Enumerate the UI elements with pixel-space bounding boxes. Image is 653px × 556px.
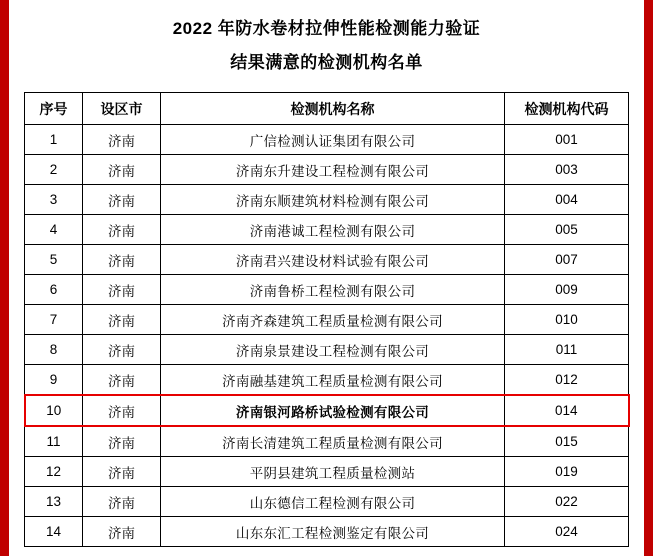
cell-institution-name: 平阴县建筑工程质量检测站 bbox=[161, 457, 505, 487]
cell-institution-code: 009 bbox=[505, 275, 629, 305]
cell-institution-code: 003 bbox=[505, 155, 629, 185]
title-line-1: 2022 年防水卷材拉伸性能检测能力验证 bbox=[172, 19, 481, 38]
cell-city: 济南 bbox=[83, 215, 161, 245]
column-header-name: 检测机构名称 bbox=[161, 93, 505, 125]
document-content bbox=[9, 0, 644, 556]
cell-city: 济南 bbox=[83, 155, 161, 185]
table-row bbox=[25, 457, 629, 487]
title-line-2: 结果满意的检测机构名单 bbox=[230, 53, 423, 72]
table-header-row bbox=[25, 93, 629, 125]
cell-seq: 8 bbox=[25, 335, 83, 365]
cell-seq: 6 bbox=[25, 275, 83, 305]
cell-institution-code: 001 bbox=[505, 125, 629, 155]
cell-institution-code: 004 bbox=[505, 185, 629, 215]
cell-institution-name: 济南齐森建筑工程质量检测有限公司 bbox=[161, 305, 505, 335]
cell-institution-name: 济南泉景建设工程检测有限公司 bbox=[161, 335, 505, 365]
cell-institution-code: 014 bbox=[505, 395, 629, 426]
table-row bbox=[25, 155, 629, 185]
cell-city: 济南 bbox=[83, 457, 161, 487]
table-row bbox=[25, 245, 629, 275]
column-header-seq: 序号 bbox=[25, 93, 83, 125]
cell-institution-code: 024 bbox=[505, 517, 629, 547]
table-row bbox=[25, 426, 629, 457]
cell-institution-name: 山东东汇工程检测鉴定有限公司 bbox=[161, 517, 505, 547]
cell-seq: 12 bbox=[25, 457, 83, 487]
table-row bbox=[25, 275, 629, 305]
cell-seq: 5 bbox=[25, 245, 83, 275]
institution-table bbox=[24, 92, 630, 547]
cell-seq: 7 bbox=[25, 305, 83, 335]
column-header-city: 设区市 bbox=[83, 93, 161, 125]
cell-seq: 11 bbox=[25, 426, 83, 457]
right-accent-bar bbox=[644, 0, 653, 556]
cell-city: 济南 bbox=[83, 335, 161, 365]
table-row bbox=[25, 365, 629, 396]
cell-seq: 9 bbox=[25, 365, 83, 396]
cell-institution-name: 济南银河路桥试验检测有限公司 bbox=[161, 395, 505, 426]
cell-institution-name: 山东德信工程检测有限公司 bbox=[161, 487, 505, 517]
cell-institution-code: 007 bbox=[505, 245, 629, 275]
cell-seq: 3 bbox=[25, 185, 83, 215]
cell-seq: 14 bbox=[25, 517, 83, 547]
cell-institution-code: 005 bbox=[505, 215, 629, 245]
table-header bbox=[25, 93, 629, 125]
cell-city: 济南 bbox=[83, 245, 161, 275]
cell-city: 济南 bbox=[83, 487, 161, 517]
table-row bbox=[25, 335, 629, 365]
cell-seq: 1 bbox=[25, 125, 83, 155]
table-row bbox=[25, 185, 629, 215]
table-row bbox=[25, 395, 629, 426]
table-row bbox=[25, 215, 629, 245]
cell-institution-code: 022 bbox=[505, 487, 629, 517]
cell-city: 济南 bbox=[83, 275, 161, 305]
cell-city: 济南 bbox=[83, 517, 161, 547]
cell-institution-code: 011 bbox=[505, 335, 629, 365]
table-row bbox=[25, 305, 629, 335]
cell-institution-name: 济南东升建设工程检测有限公司 bbox=[161, 155, 505, 185]
cell-institution-name: 广信检测认证集团有限公司 bbox=[161, 125, 505, 155]
cell-city: 济南 bbox=[83, 365, 161, 396]
cell-institution-name: 济南长清建筑工程质量检测有限公司 bbox=[161, 426, 505, 457]
cell-city: 济南 bbox=[83, 185, 161, 215]
table-row bbox=[25, 487, 629, 517]
cell-institution-code: 010 bbox=[505, 305, 629, 335]
cell-city: 济南 bbox=[83, 305, 161, 335]
cell-institution-name: 济南融基建筑工程质量检测有限公司 bbox=[161, 365, 505, 396]
table-row bbox=[25, 125, 629, 155]
left-accent-bar bbox=[0, 0, 9, 556]
cell-institution-name: 济南君兴建设材料试验有限公司 bbox=[161, 245, 505, 275]
document-title bbox=[9, 0, 644, 78]
cell-seq: 4 bbox=[25, 215, 83, 245]
cell-seq: 10 bbox=[25, 395, 83, 426]
cell-seq: 2 bbox=[25, 155, 83, 185]
table-body bbox=[25, 125, 629, 547]
cell-institution-code: 012 bbox=[505, 365, 629, 396]
cell-seq: 13 bbox=[25, 487, 83, 517]
cell-institution-name: 济南鲁桥工程检测有限公司 bbox=[161, 275, 505, 305]
column-header-code: 检测机构代码 bbox=[505, 93, 629, 125]
cell-institution-code: 015 bbox=[505, 426, 629, 457]
cell-institution-code: 019 bbox=[505, 457, 629, 487]
cell-institution-name: 济南东顺建筑材料检测有限公司 bbox=[161, 185, 505, 215]
table-row bbox=[25, 517, 629, 547]
cell-city: 济南 bbox=[83, 125, 161, 155]
cell-institution-name: 济南港诚工程检测有限公司 bbox=[161, 215, 505, 245]
cell-city: 济南 bbox=[83, 426, 161, 457]
cell-city: 济南 bbox=[83, 395, 161, 426]
